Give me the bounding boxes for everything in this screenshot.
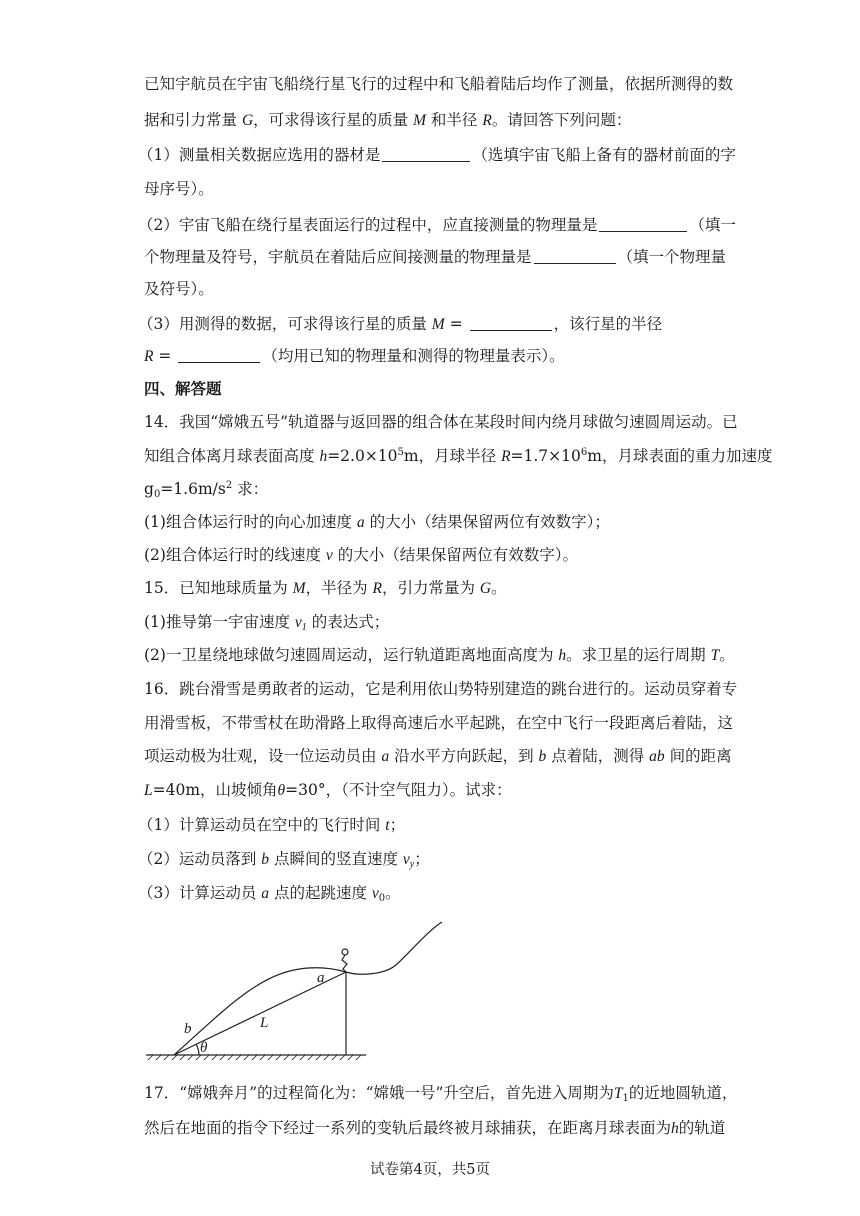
text-line: (2)一卫星绕地球做匀速圆周运动，运行轨道距离地面高度为 h。求卫星的运行周期 T。	[144, 646, 735, 664]
text-line: 项运动极为壮观，设一位运动员由 a 沿水平方向跃起，到 b 点着陆，测得 ab 间的距离	[144, 747, 732, 765]
label-theta: θ	[200, 1040, 208, 1056]
text-line: $g_0=1.6m/s^2$ 求：	[144, 480, 269, 500]
text-line: 已知宇航员在宇宙飞船绕行星飞行的过程中和飞船着陆后均作了测量，依据所测得的数	[144, 75, 734, 93]
text-line: （1）计算运动员在空中的飞行时间 t；	[138, 816, 406, 834]
answer-blank[interactable]	[178, 347, 260, 363]
text-line: (2)组合体运行时的线速度 v 的大小（结果保留两位有效数字）。	[144, 546, 578, 564]
text-line: 用滑雪板，不带雪杖在助滑路上取得高速后水平起跳，在空中飞行一段距离后着陆，这	[144, 714, 734, 732]
skier-head	[342, 949, 348, 955]
answer-blank[interactable]	[382, 146, 470, 162]
text-line: 母序号）。	[144, 180, 214, 198]
question-14: 14．我国“嫦娥五号”轨道器与返回器的组合体在某段时间内绕月球做匀速圆周运动。已	[144, 413, 738, 431]
ground-hatching	[148, 1055, 361, 1060]
text-line: （2）宇宙飞船在绕行星表面运行的过程中，应直接测量的物理量是 （填一	[138, 216, 736, 234]
text-line: （2）运动员落到 b 点瞬间的竖直速度 $v_y$；	[138, 850, 430, 870]
answer-blank[interactable]	[534, 248, 616, 264]
text-line: （1）测量相关数据应选用的器材是 （选填宇宙飞船上备有的器材前面的字	[138, 146, 736, 164]
text-line: （3）计算运动员 a 点的起跳速度 $v_0$。	[138, 884, 401, 904]
question-17: 17．“嫦娥奔月”的过程简化为：“嫦娥一号”升空后，首先进入周期为$T_1$的近地圆轨道，	[144, 1084, 738, 1104]
text-line: (1)推导第一宇宙速度 $v_1$ 的表达式；	[144, 613, 390, 633]
question-16: 16．跳台滑雪是勇敢者的运动，它是利用依山势特别建造的跳台进行的。运动员穿着专	[144, 680, 738, 698]
label-L: L	[260, 1015, 269, 1031]
text-line: 知组合体离月球表面高度 $h=2.0\times 10^5m$，月球半径 $R=1.7\times 10^6m$，月球表面的重力加速度	[144, 447, 773, 465]
text-line: 据和引力常量 G，可求得该行星的质量 M 和半径 R。请回答下列问题：	[144, 111, 632, 129]
text-line: L=40m，山坡倾角θ=30°，（不计空气阻力）。试求：	[144, 781, 512, 799]
text-line: R = （均用已知的物理量和测得的物理量表示）。	[144, 347, 565, 365]
text-line: (1)组合体运行时的向心加速度 a 的大小（结果保留两位有效数字）；	[144, 513, 610, 531]
text-line: （3）用测得的数据，可求得该行星的质量 M = ，该行星的半径	[138, 315, 663, 333]
skier-body	[342, 955, 347, 972]
answer-blank[interactable]	[470, 315, 552, 331]
text-line: 然后在地面的指令下经过一系列的变轨后最终被月球捕获，在距离月球表面为h的轨道	[144, 1119, 726, 1137]
label-a: a	[317, 970, 325, 986]
text-line: 个物理量及符号，宇航员在着陆后应间接测量的物理量是 （填一个物理量	[144, 248, 727, 266]
page-footer: 试卷第4页，共5页	[370, 1162, 490, 1178]
section-heading: 四、解答题	[144, 379, 222, 398]
angle-arc	[196, 1044, 199, 1055]
question-15: 15．已知地球质量为 M，半径为 R，引力常量为 G。	[144, 579, 507, 597]
answer-blank[interactable]	[599, 216, 687, 232]
text-line: 及符号）。	[144, 280, 214, 298]
ski-jump-figure	[144, 920, 448, 1062]
label-b: b	[184, 1021, 192, 1037]
